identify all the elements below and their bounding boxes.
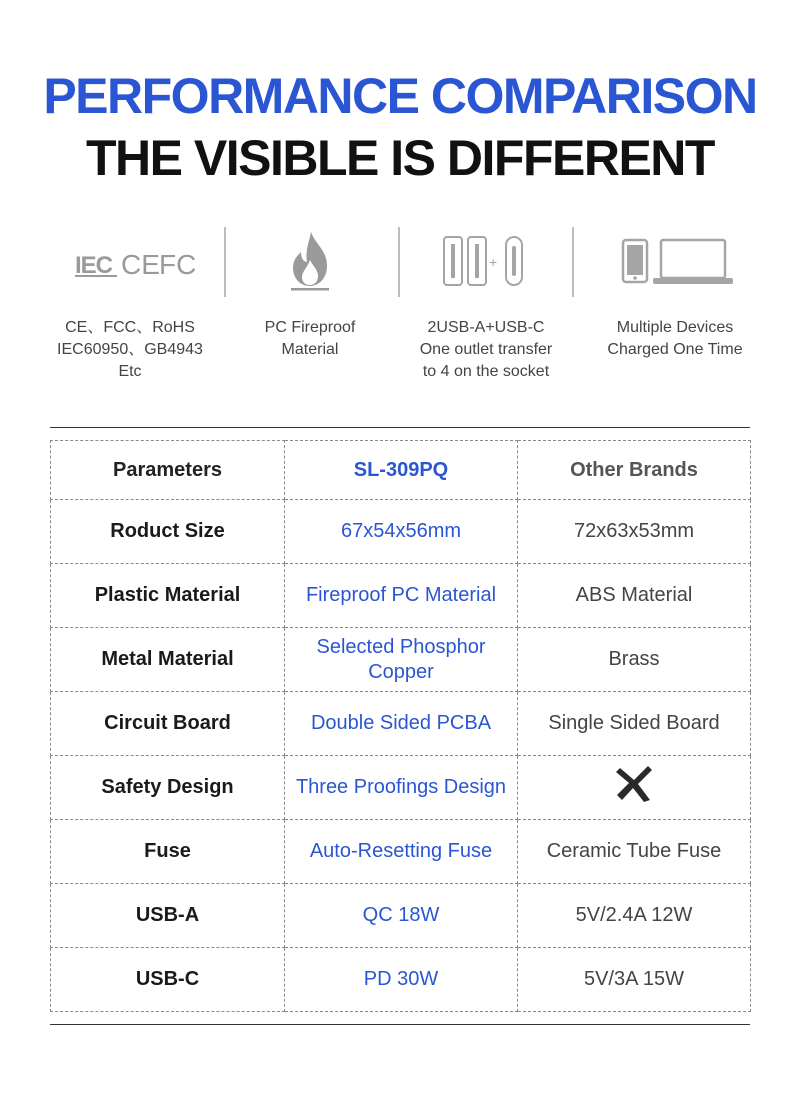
ce-logo-text: CE [121,249,160,280]
usb-ports-icon [396,225,576,297]
param-cell: Circuit Board [51,692,285,756]
certification-logos-icon [40,225,220,297]
param-cell: Metal Material [51,628,285,692]
other-cell: ABS Material [518,564,751,628]
table-row [51,628,751,692]
param-cell: USB-A [51,884,285,948]
ours-cell: Auto-Resetting Fuse [285,820,518,884]
feature-caption: 2USB-A+USB-C One outlet transfer to 4 on the socket [419,319,553,380]
feature-fireproof [220,225,400,385]
other-cell: Single Sided Board [518,692,751,756]
other-cell: Brass [518,628,751,692]
table-header-row [51,441,751,500]
table-row [51,500,751,564]
flame-icon [220,225,400,297]
title-line1: PERFORMANCE COMPARISON [43,68,757,124]
ours-cell: 67x54x56mm [285,500,518,564]
ours-cell: PD 30W [285,948,518,1012]
table-row [51,948,751,1012]
other-cell: Ceramic Tube Fuse [518,820,751,884]
feature-multi-device [585,225,765,385]
feature-certifications [40,225,220,385]
other-cell: 5V/2.4A 12W [518,884,751,948]
comparison-table [50,440,751,1012]
table-row [51,692,751,756]
table-row [51,820,751,884]
param-cell: Safety Design [51,756,285,820]
feature-usb-ports [396,225,576,385]
ours-cell: QC 18W [285,884,518,948]
table-top-rule [50,427,750,428]
header-other-brands: Other Brands [518,441,751,500]
other-cell [518,756,751,820]
feature-caption: CE、FCC、RoHS IEC60950、GB4943 Etc [57,319,203,380]
ours-cell: Three Proofings Design [285,756,518,820]
fcc-logo-text: FC [159,249,197,280]
feature-caption: PC Fireproof Material [264,319,356,358]
param-cell: Plastic Material [51,564,285,628]
feature-caption: Multiple Devices Charged One Time [607,319,743,358]
cross-mark-icon [614,764,654,811]
param-cell: Fuse [51,820,285,884]
phone-laptop-icon [585,225,765,297]
ours-cell: Double Sided PCBA [285,692,518,756]
feature-strip [40,225,760,385]
divider [572,227,574,297]
param-cell: Roduct Size [51,500,285,564]
other-cell: 5V/3A 15W [518,948,751,1012]
param-cell: USB-C [51,948,285,1012]
header-sl-309pq: SL-309PQ [285,441,518,500]
table-bottom-rule [50,1024,750,1025]
other-cell: 72x63x53mm [518,500,751,564]
iec-logo-text: IEC [75,252,113,279]
svg-text:+: + [489,254,498,270]
ours-cell: Selected Phosphor Copper [285,628,518,692]
table-row [51,884,751,948]
header-parameters: Parameters [51,441,285,500]
title-line2: THE VISIBLE IS DIFFERENT [86,130,714,186]
ours-cell: Fireproof PC Material [285,564,518,628]
table-row [51,756,751,820]
table-row [51,564,751,628]
